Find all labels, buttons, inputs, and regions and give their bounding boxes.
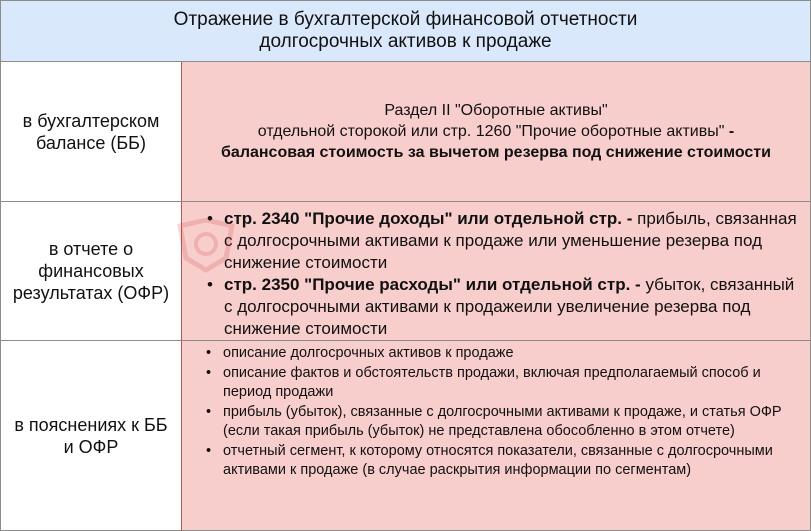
list-item: • описание фактов и обстоятельств продажи, включая предполагаемый способ и период продажи <box>223 364 802 403</box>
list-item: • отчетный сегмент, к которому относятся показатели, связанные с долгосрочными активами к продаже (в случае раскрытия информации по сегментам) <box>223 442 802 481</box>
header-line-2: долгосрочных активов к продаже <box>259 31 552 52</box>
row-3-label: в пояснениях к ББ и ОФР <box>0 341 181 531</box>
row-3-list <box>182 341 810 481</box>
list-item <box>224 208 802 274</box>
row-1-line-1: Раздел II "Оборотные активы" <box>384 102 608 119</box>
row-1-line-3-bold: балансовая стоимость за вычетом резерва под снижение стоимости <box>221 144 771 161</box>
row-1-line-2 <box>221 121 771 142</box>
list-item: • прибыль (убыток), связанные с долгосрочными активами к продаже, и статья ОФР (если такая прибыль (убыток) не представлена обособленно в этом отчете) <box>223 403 802 442</box>
row-3-content <box>181 341 811 531</box>
list-item-text: прибыль, связанная с долгосрочными активами к продаже или уменьшение резерва под снижение стоимости <box>224 209 797 272</box>
list-item-bold: стр. 2340 "Прочие доходы" или отдельной стр. - <box>224 209 633 228</box>
row-1-line-3 <box>221 142 771 163</box>
row-1-line-2-text: отдельной сторокой или стр. 1260 "Прочие оборотные активы" <box>257 123 725 140</box>
list-item-bold: стр. 2350 "Прочие расходы" или отдельной стр. - <box>224 275 641 294</box>
table-header <box>0 0 811 62</box>
row-2-label: в отчете о финансовых результатах (ОФР) <box>0 202 181 341</box>
row-1-line-2-dash: - <box>724 123 735 140</box>
row-2-list <box>182 202 810 340</box>
list-item <box>224 274 802 340</box>
header-line-1: Отражение в бухгалтерской финансовой отчетности <box>173 9 638 30</box>
list-item: • описание долгосрочных активов к продаже <box>223 344 802 364</box>
row-2-content <box>181 202 811 341</box>
list-item-text: убыток, связанный с долгосрочными активами к продажеили увеличение резерва под снижение стоимости <box>224 275 795 338</box>
row-1-label: в бухгалтерском балансе (ББ) <box>0 62 181 202</box>
row-1-content <box>181 62 811 202</box>
